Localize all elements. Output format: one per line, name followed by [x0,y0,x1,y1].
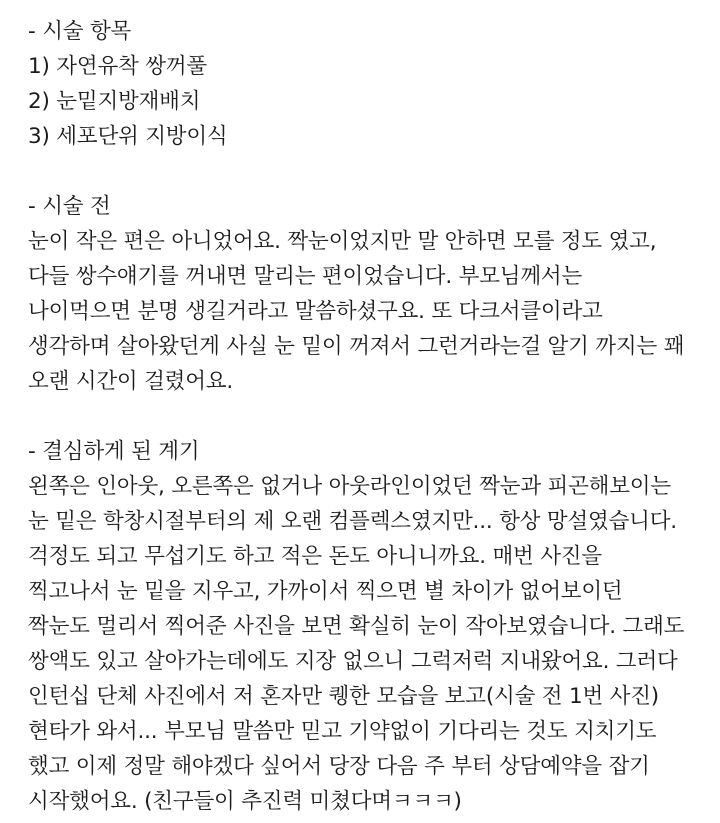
section-heading-motivation: - 결심하게 된 계기 [28,439,200,464]
body-text-line: 짝눈도 멀리서 찍어준 사진을 보면 확실히 눈이 작아보였습니다. 그래도 [28,614,685,639]
section-heading-procedures: - 시술 항목 [28,19,132,44]
procedure-item: 3) 세포단위 지방이식 [28,124,228,149]
body-text-line: 인턴십 단체 사진에서 저 혼자만 퀭한 모습을 보고(시술 전 1번 사진) [28,684,659,709]
body-text-line: 생각하며 살아왔던게 사실 눈 밑이 꺼져서 그런거라는걸 알기 까지는 꽤 [28,334,685,359]
body-text-line: 왼쪽은 인아웃, 오른쪽은 없거나 아웃라인이었던 짝눈과 피곤해보이는 [28,474,671,499]
procedure-item: 2) 눈밑지방재배치 [28,89,201,114]
post-body [28,14,708,819]
body-text-line: 시작했어요. (친구들이 추진력 미쳤다며ㅋㅋㅋ) [28,789,462,814]
body-text-line: 눈 밑은 학창시절부터의 제 오랜 컴플렉스였지만... 항상 망설였습니다. [28,509,677,534]
body-text-line: 쌍액도 있고 살아가는데에도 지장 없으니 그럭저럭 지내왔어요. 그러다 [28,649,678,674]
body-text-line: 했고 이제 정말 해야겠다 싶어서 당장 다음 주 부터 상담예약을 잡기 [28,754,650,779]
paragraph-gap [28,399,708,434]
body-text-line: 눈이 작은 편은 아니었어요. 짝눈이었지만 말 안하면 모를 정도 였고, [28,229,657,254]
body-text-line: 찍고나서 눈 밑을 지우고, 가까이서 찍으면 별 차이가 없어보이던 [28,579,623,604]
body-text-line: 걱정도 되고 무섭기도 하고 적은 돈도 아니니까요. 매번 사진을 [28,544,602,569]
body-text-line: 나이먹으면 분명 생길거라고 말씀하셨구요. 또 다크서클이라고 [28,299,603,324]
body-text-line: 현타가 와서... 부모님 말씀만 믿고 기약없이 기다리는 것도 지치기도 [28,719,657,744]
body-text-line: 오랜 시간이 걸렸어요. [28,369,234,394]
section-heading-before: - 시술 전 [28,194,111,219]
body-text-line: 다들 쌍수얘기를 꺼내면 말리는 편이었습니다. 부모님께서는 [28,264,583,289]
paragraph-gap [28,154,708,189]
procedure-item: 1) 자연유착 쌍꺼풀 [28,54,207,79]
